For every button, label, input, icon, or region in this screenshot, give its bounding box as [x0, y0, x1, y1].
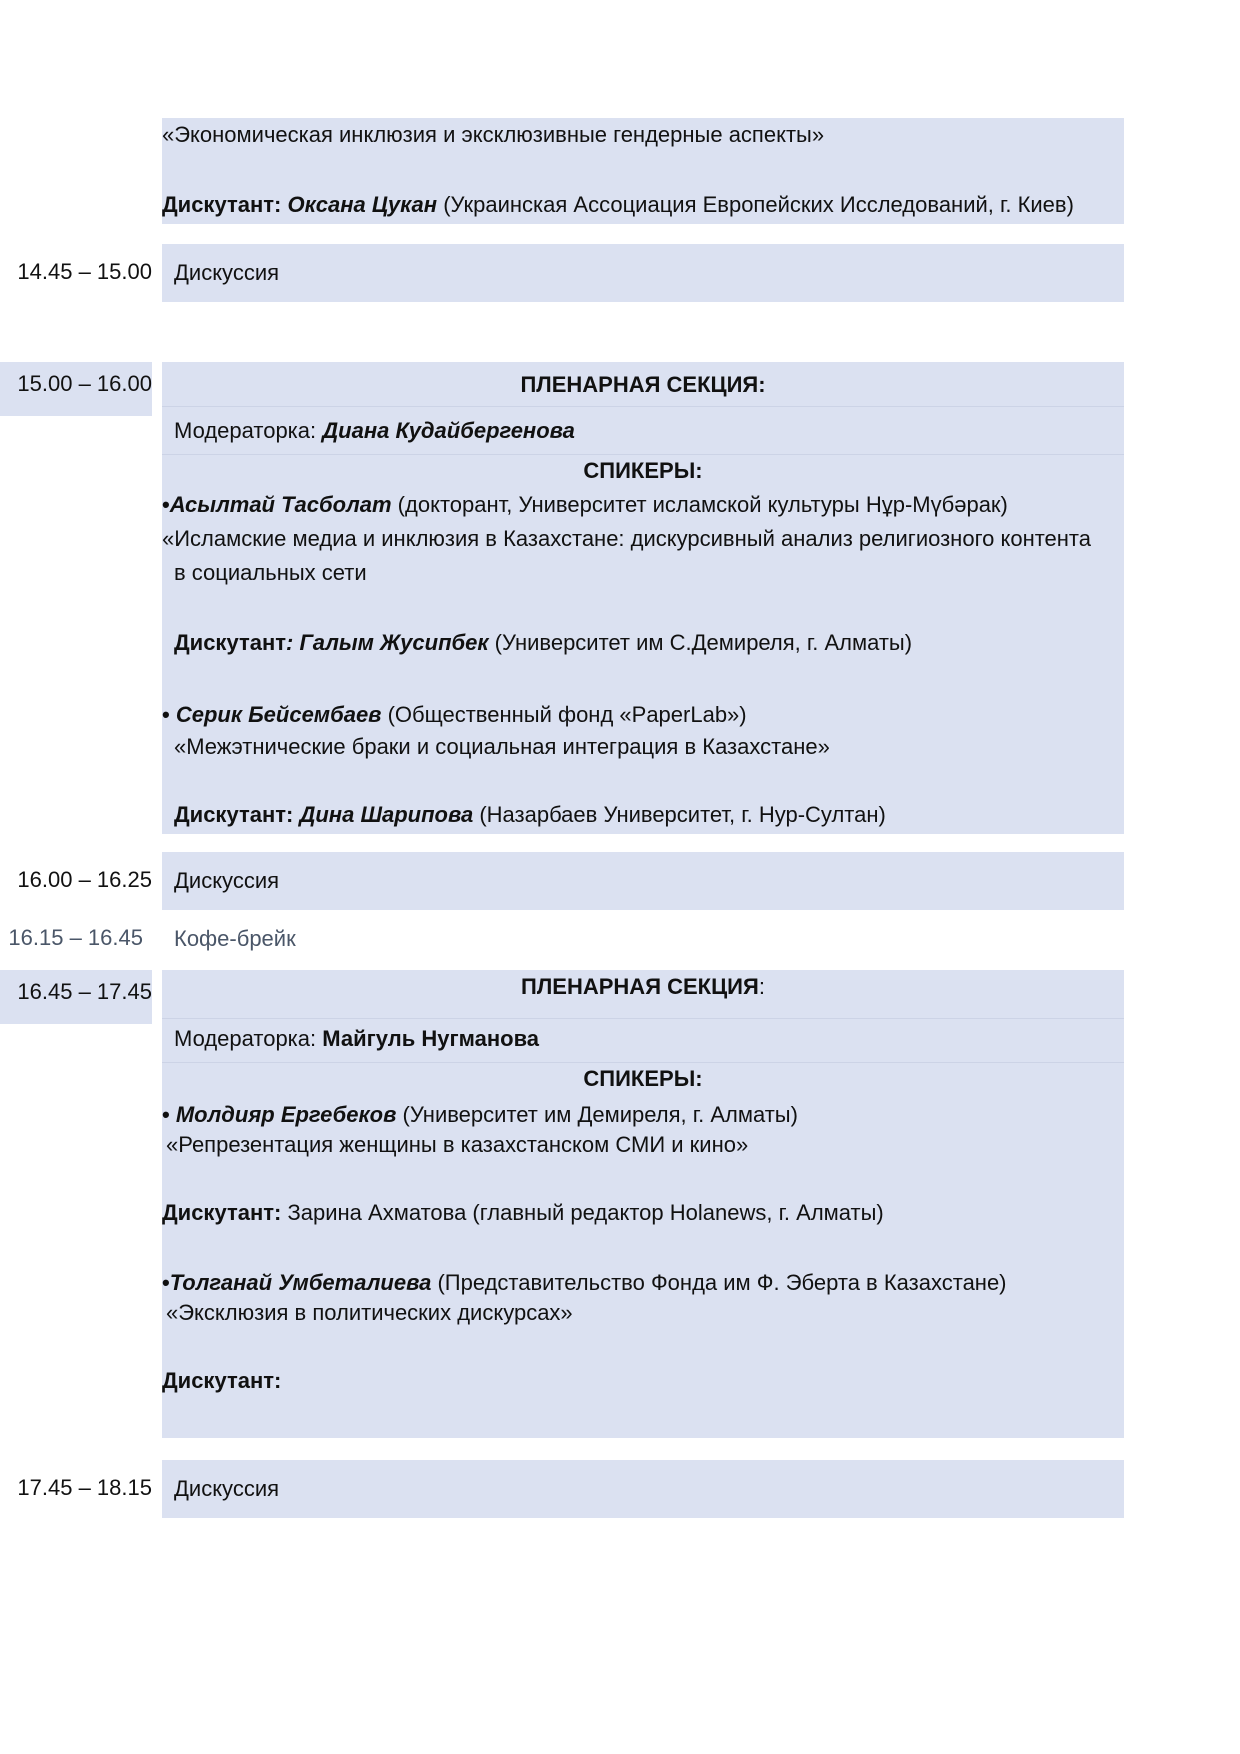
- speaker-name: Толганай Умбеталиева: [169, 1270, 432, 1295]
- bullet-icon: •: [162, 702, 170, 727]
- plenary-section-cell: [162, 970, 1124, 1438]
- section-title-text: ПЛЕНАРНАЯ СЕКЦИЯ: [521, 974, 759, 999]
- speaker-line: [162, 700, 747, 730]
- discussant-name: Дина Шарипова: [299, 802, 474, 827]
- divider: [162, 1062, 1124, 1063]
- section-title: [162, 972, 1124, 1002]
- speaker-line: [162, 490, 1008, 520]
- moderator-label: Модераторка:: [174, 418, 317, 443]
- speaker-affiliation: (Общественный фонд «PaperLab»): [381, 702, 747, 727]
- discussion-cell: [162, 1460, 1124, 1518]
- time-slot: 16.45 – 17.45: [0, 970, 152, 1024]
- bullet-icon: •: [162, 1102, 170, 1127]
- speakers-heading: СПИКЕРЫ:: [583, 1066, 703, 1091]
- coffee-break-label: Кофе-брейк: [174, 926, 296, 951]
- speaker-topic: «Эксклюзия в политических дискурсах»: [166, 1300, 573, 1325]
- discussion-label: Дискуссия: [174, 868, 280, 893]
- time-slot: 16.15 – 16.45: [8, 925, 143, 950]
- discussant-text: Зарина Ахматова (главный редактор Holanews, г. Алматы): [281, 1200, 884, 1225]
- time-slot: 16.00 – 16.25: [17, 867, 152, 892]
- speaker-topic: «Межэтнические браки и социальная интеграция в Казахстане»: [174, 734, 830, 759]
- discussant-affiliation: (Назарбаев Университет, г. Нур-Султан): [473, 802, 886, 827]
- discussant-name: Галым Жусипбек: [299, 630, 489, 655]
- discussant-label: Дискутант:: [162, 192, 282, 217]
- topic-title: «Экономическая инклюзия и эксклюзивные гендерные аспекты»: [162, 122, 825, 147]
- discussion-cell: [162, 244, 1124, 302]
- time-slot: 17.45 – 18.15: [17, 1475, 152, 1500]
- speaker-affiliation: (Представительство Фонда им Ф. Эберта в Казахстане): [431, 1270, 1007, 1295]
- discussant-line: [174, 628, 912, 658]
- bullet-icon: •: [162, 1270, 170, 1295]
- discussion-label: Дискуссия: [174, 260, 280, 285]
- divider: [162, 406, 1124, 407]
- discussion-cell: [162, 852, 1124, 910]
- session-cell-economic-inclusion: [162, 118, 1124, 224]
- moderator-line: [174, 1024, 539, 1054]
- time-slot: 14.45 – 15.00: [17, 259, 152, 284]
- discussant-label: Дискутант:: [174, 802, 294, 827]
- plenary-section-cell: [162, 362, 1124, 834]
- discussant-affiliation: (Университет им С.Демиреля, г. Алматы): [488, 630, 913, 655]
- moderator-label: Модераторка:: [174, 1026, 317, 1051]
- discussant-label: Дискутант: [174, 630, 287, 655]
- speaker-name: Серик Бейсембаев: [175, 702, 382, 727]
- section-title-colon: :: [758, 974, 765, 999]
- speaker-name: Молдияр Ергебеков: [175, 1102, 397, 1127]
- discussant-line: [162, 190, 1074, 220]
- discussant-label: Дискутант:: [162, 1368, 282, 1393]
- discussant-name: Оксана Цукан: [287, 192, 438, 217]
- discussant-line: [162, 1366, 281, 1396]
- moderator-line: [174, 416, 575, 446]
- discussant-line: [162, 1198, 884, 1228]
- time-slot: 15.00 – 16.00: [0, 362, 152, 416]
- discussant-colon: :: [286, 630, 300, 655]
- discussant-line: [174, 800, 886, 830]
- speaker-topic: «Исламские медиа и инклюзия в Казахстане: дискурсивный анализ религиозного контента: [162, 526, 1091, 551]
- speakers-heading: СПИКЕРЫ:: [583, 458, 703, 483]
- speaker-name: Асылтай Тасболат: [169, 492, 392, 517]
- bullet-icon: •: [162, 492, 170, 517]
- speaker-affiliation: (Университет им Демиреля, г. Алматы): [396, 1102, 798, 1127]
- divider: [162, 454, 1124, 455]
- discussant-label: Дискутант:: [162, 1200, 282, 1225]
- moderator-name: Диана Кудайбергенова: [322, 418, 575, 443]
- speaker-topic: «Репрезентация женщины в казахстанском СМИ и кино»: [166, 1132, 749, 1157]
- speaker-affiliation: (докторант, Университет исламской культуры Нұр-Мүбәрак): [391, 492, 1008, 517]
- divider: [162, 1018, 1124, 1019]
- discussion-label: Дискуссия: [174, 1476, 280, 1501]
- section-title: ПЛЕНАРНАЯ СЕКЦИЯ:: [520, 372, 766, 397]
- moderator-name: Майгуль Нугманова: [322, 1026, 540, 1051]
- speaker-line: [162, 1100, 798, 1130]
- speaker-line: [162, 1268, 1007, 1298]
- speaker-topic-continued: в социальных сети: [174, 560, 367, 585]
- discussant-affiliation: (Украинская Ассоциация Европейских Исследований, г. Киев): [437, 192, 1074, 217]
